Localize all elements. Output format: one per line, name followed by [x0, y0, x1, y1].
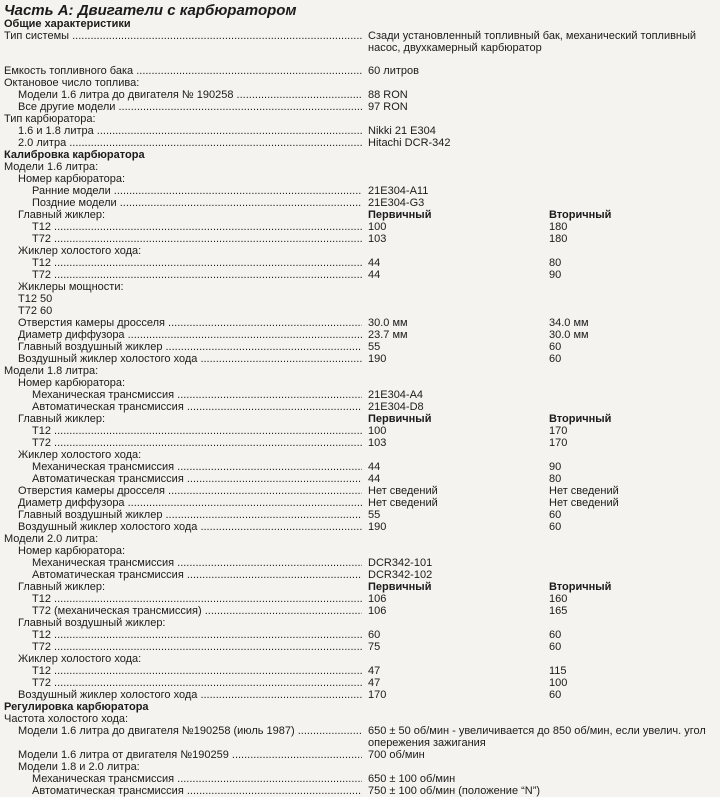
- spec-value: 60: [368, 629, 381, 641]
- spec-value: 700 об/мин: [368, 749, 425, 761]
- spec-value-secondary: Нет сведений: [549, 485, 619, 497]
- spec-label: Ранние модели .....: [32, 185, 362, 197]
- spec-value-secondary: 115: [549, 665, 567, 677]
- spec-row: [0, 785, 720, 797]
- spec-value: 100: [368, 221, 387, 233]
- spec-row: [0, 473, 720, 485]
- spec-row: [0, 281, 720, 293]
- spec-row: [0, 485, 720, 497]
- spec-label: Модели 1.6 литра до двигателя № 190258 .....: [18, 89, 362, 101]
- spec-label: Автоматическая трансмиссия .....: [32, 473, 362, 485]
- spec-label: Модели 1.8 литра:: [4, 365, 99, 377]
- spec-label: Жиклер холостого хода:: [18, 245, 142, 257]
- spec-label: Частота холостого хода:: [4, 713, 129, 725]
- spec-value-secondary: 90: [549, 269, 562, 281]
- spec-value: 21E304-A11: [368, 185, 429, 197]
- spec-value-secondary: Нет сведений: [549, 497, 619, 509]
- spec-row: [0, 557, 720, 569]
- spec-label: Главный жиклер:: [18, 413, 106, 425]
- spec-row: [0, 713, 720, 725]
- spec-row: [0, 125, 720, 137]
- spec-label: Автоматическая трансмиссия .....: [32, 401, 362, 413]
- spec-value-secondary: 100: [549, 677, 568, 689]
- spec-value: 106: [368, 593, 387, 605]
- spec-row: [0, 593, 720, 605]
- spec-label: Главный воздушный жиклер .....: [18, 509, 362, 521]
- spec-label: 2.0 литра .....: [18, 137, 362, 149]
- spec-row: [0, 65, 720, 77]
- spec-label: Модели 1.6 литра от двигателя №190259 .....: [18, 749, 362, 761]
- spec-label: Номер карбюратора:: [18, 173, 126, 185]
- spec-value-secondary: 80: [549, 257, 562, 269]
- spec-value: 190: [368, 353, 387, 365]
- spec-value: 106: [368, 605, 387, 617]
- spec-value-secondary: 160: [549, 593, 568, 605]
- spec-row: [0, 197, 720, 209]
- spec-label: T72 .....: [32, 269, 362, 281]
- spec-value: DCR342-101: [368, 557, 433, 569]
- spec-value-secondary: 170: [549, 437, 568, 449]
- section-heading: [0, 149, 720, 161]
- section-title: Регулировка карбюратора: [4, 701, 149, 713]
- spec-row: [0, 389, 720, 401]
- spec-value: 190: [368, 521, 387, 533]
- spec-row: [0, 257, 720, 269]
- section-heading: [0, 701, 720, 713]
- section-title: Калибровка карбюратора: [4, 149, 145, 161]
- column-header-primary: Первичный: [368, 209, 432, 221]
- spec-row: [0, 653, 720, 665]
- spec-row: [0, 665, 720, 677]
- spec-value: 75: [368, 641, 381, 653]
- column-header-secondary: Вторичный: [549, 581, 612, 593]
- spec-label: Механическая трансмиссия .....: [32, 773, 362, 785]
- spec-value: DCR342-102: [368, 569, 433, 581]
- spec-value: 21E304-A4: [368, 389, 424, 401]
- spec-row: [0, 317, 720, 329]
- spec-row: [0, 329, 720, 341]
- spec-label: Диаметр диффузора .....: [18, 497, 362, 509]
- spec-row: [0, 569, 720, 581]
- spec-row: [0, 749, 720, 761]
- spec-label: Жиклер холостого хода:: [18, 449, 142, 461]
- spec-value-secondary: 60: [549, 521, 562, 533]
- spec-value-secondary: 60: [549, 509, 562, 521]
- spec-label: Тип карбюратора:: [4, 113, 96, 125]
- spec-row: [0, 509, 720, 521]
- spec-row: [0, 269, 720, 281]
- spec-row: [0, 293, 720, 305]
- spec-row: [0, 173, 720, 185]
- spec-label: Главный жиклер:: [18, 581, 106, 593]
- spec-row: [0, 437, 720, 449]
- spec-label: Модели 1.6 литра до двигателя №190258 (июль 1987) .....: [18, 725, 362, 737]
- spec-label: T12 50: [18, 293, 53, 305]
- spec-value: 44: [368, 461, 381, 473]
- spec-value-secondary: 34.0 мм: [549, 317, 589, 329]
- spec-label: Емкость топливного бака .....: [4, 65, 362, 77]
- spec-label: T72 (механическая трансмиссия) .....: [32, 605, 362, 617]
- spec-label: Номер карбюратора:: [18, 545, 126, 557]
- spec-value-secondary: 80: [549, 473, 562, 485]
- spec-row: [0, 341, 720, 353]
- spec-row: [0, 725, 720, 749]
- spec-list: [0, 18, 720, 797]
- spec-row: [0, 461, 720, 473]
- spec-label: Модели 1.8 и 2.0 литра:: [18, 761, 140, 773]
- spec-value: 97 RON: [368, 101, 408, 113]
- spec-label: Механическая трансмиссия .....: [32, 461, 362, 473]
- spec-label: T72 .....: [32, 641, 362, 653]
- spec-value-secondary: 60: [549, 353, 562, 365]
- spec-label: T12 .....: [32, 425, 362, 437]
- spec-label: Жиклеры мощности:: [18, 281, 124, 293]
- spec-value: 55: [368, 341, 381, 353]
- spec-label: T72 .....: [32, 233, 362, 245]
- spec-value: 100: [368, 425, 387, 437]
- spec-label: T12 .....: [32, 665, 362, 677]
- spec-label: T72 60: [18, 305, 53, 317]
- spec-value: 650 ± 50 об/мин - увеличивается до 850 об/мин, если увелич. угол опережения зажигания: [368, 725, 706, 749]
- spec-label: Механическая трансмиссия .....: [32, 557, 362, 569]
- spec-row: [0, 425, 720, 437]
- spec-value: 44: [368, 473, 381, 485]
- spec-label: Жиклер холостого хода:: [18, 653, 142, 665]
- spec-row: [0, 209, 720, 221]
- spec-row: [0, 233, 720, 245]
- spec-value: 55: [368, 509, 381, 521]
- spec-row: [0, 689, 720, 701]
- spec-label: Октановое число топлива:: [4, 77, 140, 89]
- spec-row: [0, 101, 720, 113]
- spec-value: 170: [368, 689, 387, 701]
- spec-row: [0, 30, 720, 54]
- spec-label: Воздушный жиклер холостого хода .....: [18, 353, 362, 365]
- spec-value: 88 RON: [368, 89, 408, 101]
- spec-row: [0, 617, 720, 629]
- spec-value-secondary: 60: [549, 341, 562, 353]
- spec-row: [0, 605, 720, 617]
- section-title: Общие характеристики: [4, 18, 131, 30]
- spec-row: [0, 353, 720, 365]
- spec-row: [0, 305, 720, 317]
- spec-value-secondary: 60: [549, 641, 562, 653]
- spec-row: [0, 677, 720, 689]
- spec-value: Hitachi DCR-342: [368, 137, 451, 149]
- spec-label: Отверстия камеры дросселя .....: [18, 485, 362, 497]
- spec-value-secondary: 60: [549, 629, 562, 641]
- spec-row: [0, 497, 720, 509]
- spec-label: Номер карбюратора:: [18, 377, 126, 389]
- spec-row: [0, 413, 720, 425]
- spec-row: [0, 521, 720, 533]
- spec-row: [0, 185, 720, 197]
- spec-label: Тип системы .....: [4, 30, 362, 42]
- spec-row: [0, 641, 720, 653]
- spec-label: Главный воздушный жиклер .....: [18, 341, 362, 353]
- spec-value-secondary: 180: [549, 233, 568, 245]
- spec-label: Отверстия камеры дросселя .....: [18, 317, 362, 329]
- spec-value: Сзади установленный топливный бак, механический топливный насос, двухкамерный карбюратор: [368, 30, 697, 54]
- spec-label: T12 .....: [32, 221, 362, 233]
- spec-label: T72 .....: [32, 677, 362, 689]
- spec-label: 1.6 и 1.8 литра .....: [18, 125, 362, 137]
- spec-label: Механическая трансмиссия .....: [32, 389, 362, 401]
- spec-value: 47: [368, 665, 381, 677]
- spec-value: Nikki 21 E304: [368, 125, 436, 137]
- spec-row: [0, 581, 720, 593]
- spec-row: [0, 221, 720, 233]
- spec-label: Воздушный жиклер холостого хода .....: [18, 689, 362, 701]
- spec-label: T12 .....: [32, 257, 362, 269]
- spec-row: [0, 245, 720, 257]
- spec-value-secondary: 170: [549, 425, 568, 437]
- spec-label: Диаметр диффузора .....: [18, 329, 362, 341]
- spec-row: [0, 161, 720, 173]
- spec-value: 30.0 мм: [368, 317, 408, 329]
- spec-label: Автоматическая трансмиссия .....: [32, 785, 362, 797]
- spec-value: Нет сведений: [368, 485, 438, 497]
- spec-value: 103: [368, 437, 387, 449]
- spec-row: [0, 137, 720, 149]
- spec-row: [0, 113, 720, 125]
- spec-value: 23.7 мм: [368, 329, 408, 341]
- spec-value: 44: [368, 269, 381, 281]
- spec-label: T12 .....: [32, 593, 362, 605]
- spec-row: [0, 629, 720, 641]
- spec-value: 103: [368, 233, 387, 245]
- spec-value: 44: [368, 257, 381, 269]
- spec-value-secondary: 30.0 мм: [549, 329, 589, 341]
- spec-value: 750 ± 100 об/мин (положение “N”): [368, 785, 541, 797]
- column-header-secondary: Вторичный: [549, 209, 612, 221]
- section-heading: [0, 18, 720, 30]
- spec-label: Все другие модели .....: [18, 101, 362, 113]
- spec-value-secondary: 60: [549, 689, 562, 701]
- spec-label: Модели 2.0 литра:: [4, 533, 99, 545]
- spec-label: Модели 1.6 литра:: [4, 161, 99, 173]
- spec-label: Поздние модели .....: [32, 197, 362, 209]
- spec-row: [0, 533, 720, 545]
- spec-row: [0, 773, 720, 785]
- column-header-primary: Первичный: [368, 413, 432, 425]
- spec-value-secondary: 90: [549, 461, 562, 473]
- spec-label: Воздушный жиклер холостого хода .....: [18, 521, 362, 533]
- spec-label: T12 .....: [32, 629, 362, 641]
- spec-value-secondary: 180: [549, 221, 568, 233]
- spec-value: 21E304-D8: [368, 401, 424, 413]
- spec-label: Главный жиклер:: [18, 209, 106, 221]
- spec-row: [0, 77, 720, 89]
- spec-row: [0, 89, 720, 101]
- spec-value: 60 литров: [368, 65, 419, 77]
- spacer: [0, 54, 720, 65]
- page-title: Часть А: Двигатели с карбюратором: [4, 2, 297, 19]
- column-header-secondary: Вторичный: [549, 413, 612, 425]
- spec-label: Главный воздушный жиклер:: [18, 617, 166, 629]
- spec-row: [0, 401, 720, 413]
- spec-row: [0, 449, 720, 461]
- spec-value: Нет сведений: [368, 497, 438, 509]
- spec-value: 650 ± 100 об/мин: [368, 773, 456, 785]
- spec-row: [0, 545, 720, 557]
- spec-label: Автоматическая трансмиссия .....: [32, 569, 362, 581]
- column-header-primary: Первичный: [368, 581, 432, 593]
- spec-label: T72 .....: [32, 437, 362, 449]
- spec-value: 47: [368, 677, 381, 689]
- spec-value: 21E304-G3: [368, 197, 425, 209]
- spec-row: [0, 377, 720, 389]
- spec-row: [0, 365, 720, 377]
- spec-row: [0, 761, 720, 773]
- spec-value-secondary: 165: [549, 605, 568, 617]
